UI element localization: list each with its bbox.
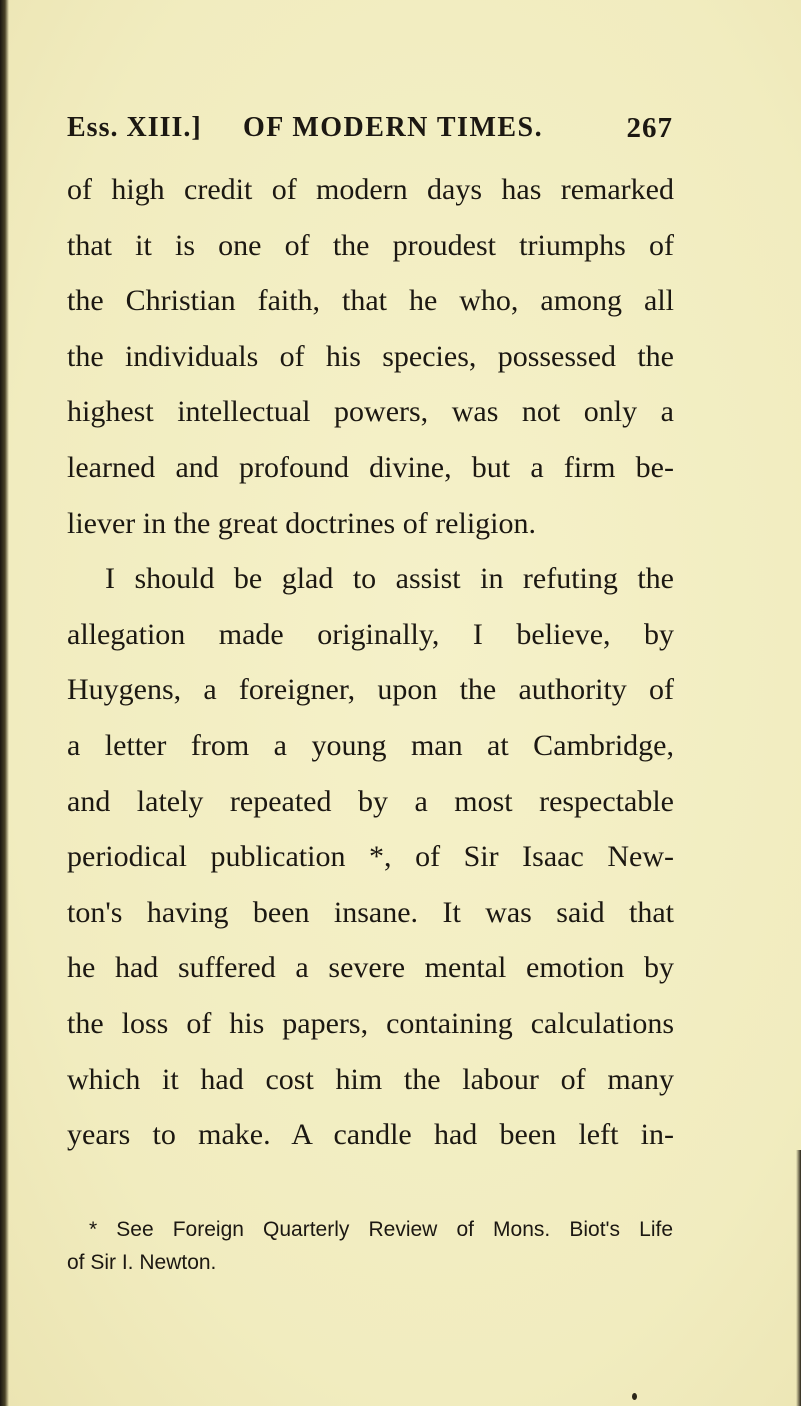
ink-speck — [632, 1393, 637, 1400]
text-line: learned and profound divine, but a firm be- — [67, 450, 674, 484]
footnote — [67, 1213, 673, 1279]
page-binding-edge — [0, 0, 9, 1406]
text-line: allegation made originally, I believe, by — [67, 617, 674, 651]
text-line: the individuals of his species, possessed the — [67, 339, 674, 373]
footnote-line: * See Foreign Quarterly Review of Mons. Biot's Life — [89, 1218, 673, 1241]
running-title: OF MODERN TIMES. — [243, 112, 544, 143]
running-header — [67, 112, 673, 152]
text-line: the Christian faith, that he who, among all — [67, 284, 674, 318]
text-line: and lately repeated by a most respectable — [67, 784, 674, 818]
text-line: I should be glad to assist in refuting the — [105, 562, 674, 596]
text-line: highest intellectual powers, was not only a — [67, 395, 674, 429]
text-line: which it had cost him the labour of many — [67, 1062, 674, 1096]
footnote-line: of Sir I. Newton. — [67, 1251, 217, 1274]
page-edge-shadow — [796, 1150, 801, 1406]
text-line: that it is one of the proudest triumphs of — [67, 228, 674, 262]
text-line: he had suffered a severe mental emotion by — [67, 951, 674, 985]
text-line: liever in the great doctrines of religion. — [67, 506, 536, 540]
page-number: 267 — [626, 112, 673, 144]
text-line: periodical publication *, of Sir Isaac New- — [67, 840, 674, 874]
text-line: ton's having been insane. It was said that — [67, 895, 674, 929]
text-line: years to make. A candle had been left in- — [67, 1118, 674, 1152]
section-label: Ess. XIII.] — [67, 112, 202, 143]
text-line: Huygens, a foreigner, upon the authority of — [67, 673, 674, 707]
text-line: a letter from a young man at Cambridge, — [67, 728, 674, 762]
body-text — [67, 162, 674, 1163]
text-line: the loss of his papers, containing calculations — [67, 1006, 674, 1040]
text-line: of high credit of modern days has remarked — [67, 173, 674, 206]
